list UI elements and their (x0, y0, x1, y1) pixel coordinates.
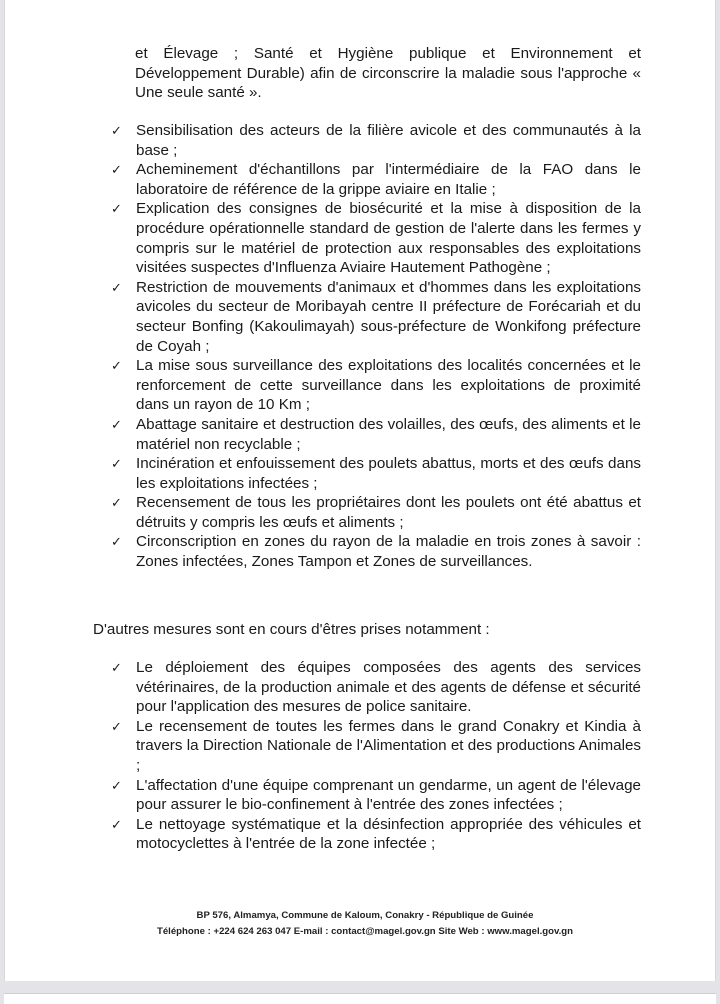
checkmark-icon: ✓ (111, 162, 122, 178)
checkmark-icon: ✓ (111, 816, 122, 832)
list-item: ✓ Incinération et enfouissement des poulets abattus, morts et des œufs dans les exploitations infectées ; (111, 455, 641, 492)
checkmark-icon: ✓ (111, 201, 122, 217)
list-item: ✓ Recensement de tous les propriétaires dont les poulets ont été abattus et détruits y compris les œufs et aliments ; (111, 494, 641, 531)
checkmark-icon: ✓ (111, 718, 122, 734)
measures-in-progress-list (109, 658, 641, 854)
list-item: ✓ La mise sous surveillance des exploitations des localités concernées et le renforcement de cette surveillance dans les exploitations de proximité dans un rayon de 10 Km ; (111, 357, 641, 414)
page-footer (5, 908, 720, 940)
list-item: ✓ Restriction de mouvements d'animaux et d'hommes dans les exploitations avicoles du secteur de Moribayah centre II préfecture de Forécariah et du secteur Bonfing (Kakoulimayah) sous-préfecture de Wonkifong préfecture de Coyah ; (111, 278, 641, 355)
intro-paragraph: et Élevage ; Santé et Hygiène publique et Environnement et Développement Durable) afin de circonscrire la maladie sous l'approche « Une seule santé ». (135, 45, 641, 102)
list-item: ✓ Le recensement de toutes les fermes dans le grand Conakry et Kindia à travers la Direction Nationale de l'Alimentation et des productions Animales ; (111, 717, 641, 774)
list-item: ✓ Circonscription en zones du rayon de la maladie en trois zones à savoir : Zones infectées, Zones Tampon et Zones de surveillances. (111, 533, 641, 571)
measures-taken-list (109, 121, 641, 572)
document-page (4, 0, 716, 981)
checkmark-icon: ✓ (111, 777, 122, 793)
checkmark-icon: ✓ (111, 358, 122, 374)
list-item: ✓ L'affectation d'une équipe comprenant un gendarme, un agent de l'élevage pour assurer le bio-confinement à l'entrée des zones infectées ; (111, 776, 641, 814)
list-item: ✓ Acheminement d'échantillons par l'intermédiaire de la FAO dans le laboratoire de référence de la grippe aviaire en Italie ; (111, 161, 641, 198)
checkmark-icon: ✓ (111, 279, 122, 295)
list-item: ✓ Abattage sanitaire et destruction des volailles, des œufs, des aliments et le matériel non recyclable ; (111, 415, 641, 453)
next-page-edge (4, 993, 716, 1004)
footer-contact: Téléphone : +224 624 263 047 E-mail : contact@magel.gov.gn Site Web : www.magel.gov.gn (156, 926, 574, 937)
list-item: ✓ Le nettoyage systématique et la désinfection appropriée des véhicules et motocyclettes à l'entrée de la zone infectée ; (111, 815, 641, 853)
list-item: ✓ Le déploiement des équipes composées des agents des services vétérinaires, de la production animale et des agents de défense et sécurité pour l'application des mesures de police sanitaire. (111, 659, 641, 716)
checkmark-icon: ✓ (111, 123, 122, 138)
checkmark-icon: ✓ (111, 416, 122, 432)
other-measures-lead: D'autres mesures sont en cours d'êtres prises notamment : (93, 621, 490, 638)
footer-address: BP 576, Almamya, Commune de Kaloum, Conakry - République de Guinée (196, 910, 534, 921)
list-item: ✓ Explication des consignes de biosécurité et la mise à disposition de la procédure opérationnelle standard de gestion de l'alerte dans les fermes y compris sur le matériel de protection aux responsables des exploitations visitées suspectes d'Influenza Aviaire Hautement Pathogène ; (111, 200, 641, 277)
checkmark-icon: ✓ (111, 660, 122, 675)
list-item: ✓ Sensibilisation des acteurs de la filière avicole et des communautés à la base ; (111, 122, 641, 159)
checkmark-icon: ✓ (111, 495, 122, 511)
checkmark-icon: ✓ (111, 456, 122, 472)
checkmark-icon: ✓ (111, 534, 122, 550)
